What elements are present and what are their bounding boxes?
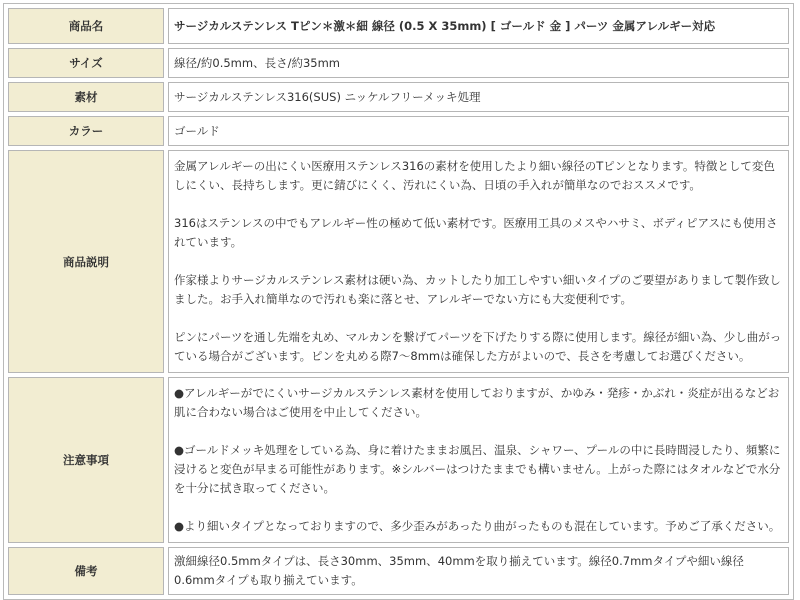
row-material xyxy=(8,82,789,112)
value-color: ゴールド xyxy=(168,116,789,146)
label-notes: 注意事項 xyxy=(8,377,164,543)
row-size xyxy=(8,48,789,78)
row-notes xyxy=(8,377,789,543)
description-paragraph: ピンにパーツを通し先端を丸め、マルカンを繋げてパーツを下げたりする際に使用します。線径が細い為、少し曲がっている場合がございます。ピンを丸める際7～8mmは確保した方がよいので、長さを考慮してお選びください。 xyxy=(174,330,782,363)
label-remarks: 備考 xyxy=(8,547,164,595)
label-size: サイズ xyxy=(8,48,164,78)
notes-paragraph: ●ゴールドメッキ処理をしている為、身に着けたままお風呂、温泉、シャワー、プールの中に長時間浸したり、頻繁に浸けると変色が早まる可能性があります。※シルバーはつけたままでも構いません。上がった際にはタオルなどで水分を十分に拭き取ってください。 xyxy=(174,443,781,495)
product-spec-table-wrapper xyxy=(3,3,794,587)
value-material: サージカルステンレス316(SUS) ニッケルフリーメッキ処理 xyxy=(168,82,789,112)
row-color xyxy=(8,116,789,146)
value-notes xyxy=(168,377,789,543)
notes-paragraph: ●アレルギーがでにくいサージカルステンレス素材を使用しておりますが、かゆみ・発疹・かぶれ・炎症が出るなどお肌に合わない場合はご使用を中止してください。 xyxy=(174,386,780,419)
description-paragraph: 作家様よりサージカルステンレス素材は硬い為、カットしたり加工しやすい細いタイプのご要望がありまして製作致しました。お手入れ簡単なので汚れも楽に落とせ、アレルギーでない方にも大変便利です。 xyxy=(174,273,781,306)
description-paragraph: 316はステンレスの中でもアレルギー性の極めて低い素材です。医療用工具のメスやハサミ、ボディピアスにも使用されています。 xyxy=(174,216,778,249)
label-material: 素材 xyxy=(8,82,164,112)
label-color: カラー xyxy=(8,116,164,146)
label-product-name: 商品名 xyxy=(8,8,164,44)
row-description xyxy=(8,150,789,373)
description-paragraph: 金属アレルギーの出にくい医療用ステンレス316の素材を使用したより細い線径のTピンとなります。特徴として変色しにくい、長持ちします。更に錆びにくく、汚れにくい為、日頃の手入れが簡単なのでおススメです。 xyxy=(174,159,775,192)
value-remarks: 激細線径0.5mmタイプは、長さ30mm、35mm、40mmを取り揃えています。線径0.7mmタイプや細い線径0.6mmタイプも取り揃えています。 xyxy=(168,547,789,595)
value-description xyxy=(168,150,789,373)
value-product-name: サージカルステンレス Tピン＊激＊細 線径 (0.5 X 35mm) [ ゴールド 金 ] パーツ 金属アレルギー対応 xyxy=(168,8,789,44)
row-product-name xyxy=(8,8,789,44)
row-remarks xyxy=(8,547,789,595)
value-size: 線径/約0.5mm、長さ/約35mm xyxy=(168,48,789,78)
product-spec-table xyxy=(3,3,794,600)
label-description: 商品説明 xyxy=(8,150,164,373)
notes-paragraph: ●より細いタイプとなっておりますので、多少歪みがあったり曲がったものも混在しています。予めご了承ください。 xyxy=(174,519,781,533)
